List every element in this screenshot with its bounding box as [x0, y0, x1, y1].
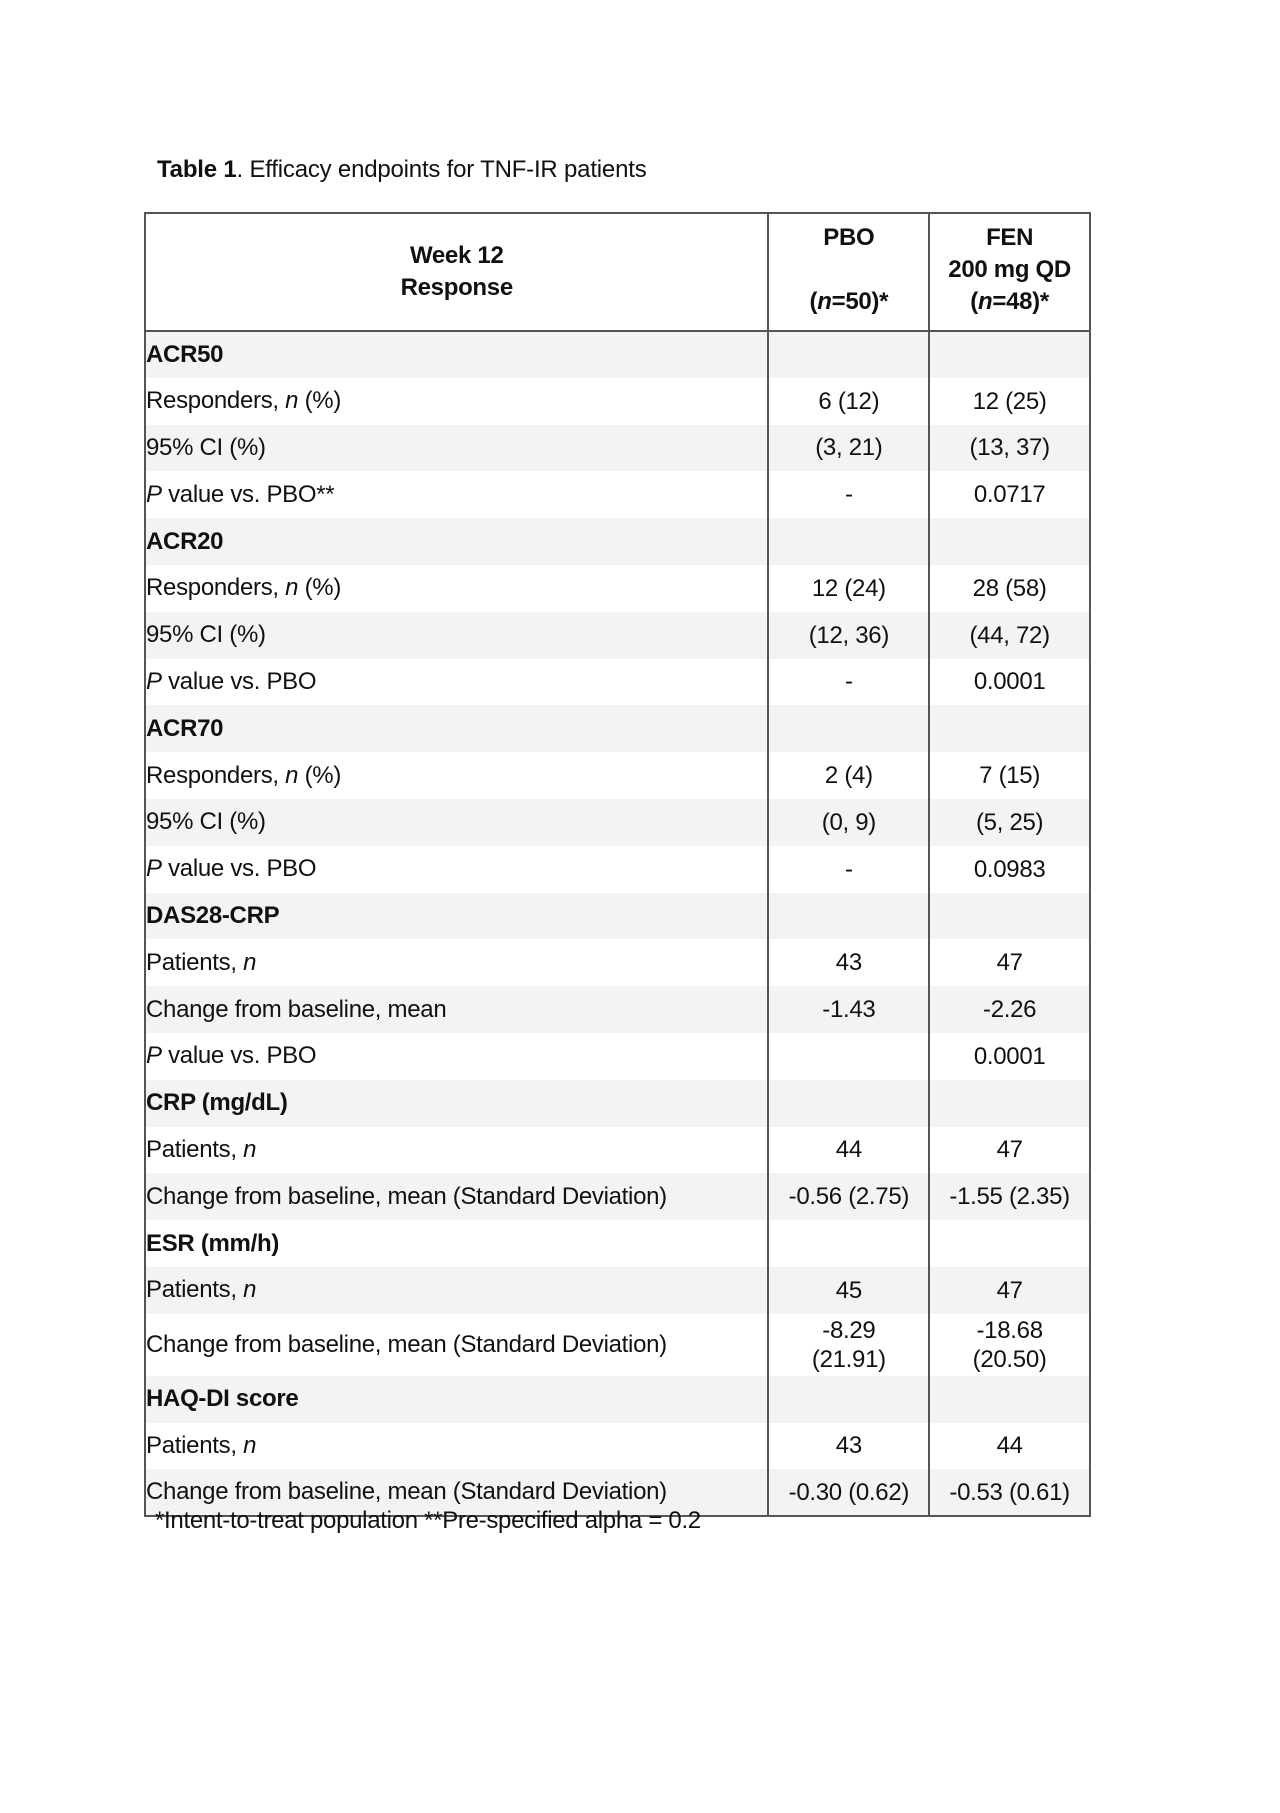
section-label: DAS28-CRP — [145, 893, 768, 940]
row-label: Patients, n — [145, 939, 768, 986]
fen-cell — [929, 1220, 1090, 1267]
pbo-cell: -0.30 (0.62) — [768, 1469, 929, 1516]
pbo-cell — [768, 1376, 929, 1423]
section-row — [145, 1376, 1090, 1423]
pbo-cell: (3, 21) — [768, 425, 929, 472]
table-row — [145, 1033, 1090, 1080]
header-pbo — [768, 213, 929, 331]
fen-cell: -2.26 — [929, 986, 1090, 1033]
header-response-line2: Response — [400, 274, 513, 301]
table-row — [145, 471, 1090, 518]
header-fen-line2: 200 mg QD — [948, 256, 1071, 283]
efficacy-table — [144, 212, 1091, 1517]
table-row — [145, 612, 1090, 659]
row-label: P value vs. PBO — [145, 659, 768, 706]
fen-cell: 12 (25) — [929, 378, 1090, 425]
pbo-cell: 45 — [768, 1267, 929, 1314]
row-label: 95% CI (%) — [145, 612, 768, 659]
header-fen-line1: FEN — [986, 224, 1034, 251]
fen-cell: 28 (58) — [929, 565, 1090, 612]
section-label: ACR50 — [145, 331, 768, 378]
pbo-cell: -1.43 — [768, 986, 929, 1033]
fen-cell: 0.0001 — [929, 659, 1090, 706]
section-row — [145, 1080, 1090, 1127]
header-pbo-line1: PBO — [823, 224, 875, 251]
row-label: Patients, n — [145, 1127, 768, 1174]
table-row — [145, 425, 1090, 472]
fen-cell: 0.0001 — [929, 1033, 1090, 1080]
row-label: 95% CI (%) — [145, 425, 768, 472]
pbo-cell: - — [768, 659, 929, 706]
table-row — [145, 378, 1090, 425]
fen-cell: -1.55 (2.35) — [929, 1173, 1090, 1220]
fen-cell: 47 — [929, 1267, 1090, 1314]
row-label: Change from baseline, mean (Standard Deviation) — [145, 1173, 768, 1220]
footnote: *Intent-to-treat population **Pre-specified alpha = 0.2 — [155, 1507, 701, 1534]
pbo-cell: 44 — [768, 1127, 929, 1174]
header-fen-n: (n=48)* — [970, 288, 1049, 315]
pbo-cell: - — [768, 846, 929, 893]
section-row — [145, 1220, 1090, 1267]
fen-cell: 7 (15) — [929, 752, 1090, 799]
table-row — [145, 846, 1090, 893]
fen-cell — [929, 1376, 1090, 1423]
row-label: Change from baseline, mean (Standard Deviation) — [145, 1469, 768, 1516]
table-caption-label: Table 1 — [157, 156, 237, 183]
pbo-cell: -0.56 (2.75) — [768, 1173, 929, 1220]
table-caption — [157, 156, 647, 184]
section-label: CRP (mg/dL) — [145, 1080, 768, 1127]
section-row — [145, 331, 1090, 378]
fen-cell: 47 — [929, 939, 1090, 986]
table-row — [145, 939, 1090, 986]
fen-cell: 0.0983 — [929, 846, 1090, 893]
section-label: ESR (mm/h) — [145, 1220, 768, 1267]
fen-cell: (13, 37) — [929, 425, 1090, 472]
fen-cell — [929, 893, 1090, 940]
row-label: Change from baseline, mean (Standard Deviation) — [145, 1314, 768, 1376]
header-response — [145, 213, 768, 331]
fen-cell: 44 — [929, 1423, 1090, 1470]
row-label: Responders, n (%) — [145, 565, 768, 612]
row-label: P value vs. PBO — [145, 1033, 768, 1080]
section-row — [145, 893, 1090, 940]
table-row — [145, 1423, 1090, 1470]
pbo-cell: 6 (12) — [768, 378, 929, 425]
header-fen — [929, 213, 1090, 331]
row-label: P value vs. PBO — [145, 846, 768, 893]
fen-cell — [929, 705, 1090, 752]
row-label: Responders, n (%) — [145, 378, 768, 425]
header-row — [145, 213, 1090, 331]
table-row — [145, 1173, 1090, 1220]
section-label: HAQ-DI score — [145, 1376, 768, 1423]
fen-cell — [929, 1080, 1090, 1127]
pbo-cell — [768, 893, 929, 940]
section-label: ACR20 — [145, 518, 768, 565]
pbo-cell: (12, 36) — [768, 612, 929, 659]
table-row — [145, 1267, 1090, 1314]
header-response-line1: Week 12 — [409, 242, 504, 269]
fen-cell: 0.0717 — [929, 471, 1090, 518]
pbo-cell: (0, 9) — [768, 799, 929, 846]
table-row — [145, 659, 1090, 706]
row-label: Responders, n (%) — [145, 752, 768, 799]
pbo-cell: - — [768, 471, 929, 518]
table-caption-text: . Efficacy endpoints for TNF-IR patients — [236, 156, 647, 183]
pbo-cell: 12 (24) — [768, 565, 929, 612]
section-row — [145, 705, 1090, 752]
table-row — [145, 752, 1090, 799]
fen-cell — [929, 518, 1090, 565]
pbo-cell — [768, 705, 929, 752]
fen-cell: -18.68 (20.50) — [929, 1314, 1090, 1376]
table-row — [145, 1127, 1090, 1174]
fen-cell: -0.53 (0.61) — [929, 1469, 1090, 1516]
row-label: Patients, n — [145, 1267, 768, 1314]
pbo-cell — [768, 1220, 929, 1267]
pbo-cell — [768, 1033, 929, 1080]
table-row — [145, 1314, 1090, 1376]
pbo-cell: 43 — [768, 1423, 929, 1470]
pbo-cell — [768, 331, 929, 378]
row-label: Change from baseline, mean — [145, 986, 768, 1033]
section-label: ACR70 — [145, 705, 768, 752]
row-label: P value vs. PBO** — [145, 471, 768, 518]
row-label: Patients, n — [145, 1423, 768, 1470]
row-label: 95% CI (%) — [145, 799, 768, 846]
pbo-cell: 2 (4) — [768, 752, 929, 799]
table-row — [145, 986, 1090, 1033]
pbo-cell — [768, 1080, 929, 1127]
header-pbo-n: (n=50)* — [809, 288, 889, 315]
fen-cell: (44, 72) — [929, 612, 1090, 659]
fen-cell: (5, 25) — [929, 799, 1090, 846]
pbo-cell: -8.29 (21.91) — [768, 1314, 929, 1376]
pbo-cell — [768, 518, 929, 565]
fen-cell — [929, 331, 1090, 378]
table-row — [145, 565, 1090, 612]
pbo-cell: 43 — [768, 939, 929, 986]
table-body — [145, 331, 1090, 1516]
fen-cell: 47 — [929, 1127, 1090, 1174]
section-row — [145, 518, 1090, 565]
table-row — [145, 799, 1090, 846]
